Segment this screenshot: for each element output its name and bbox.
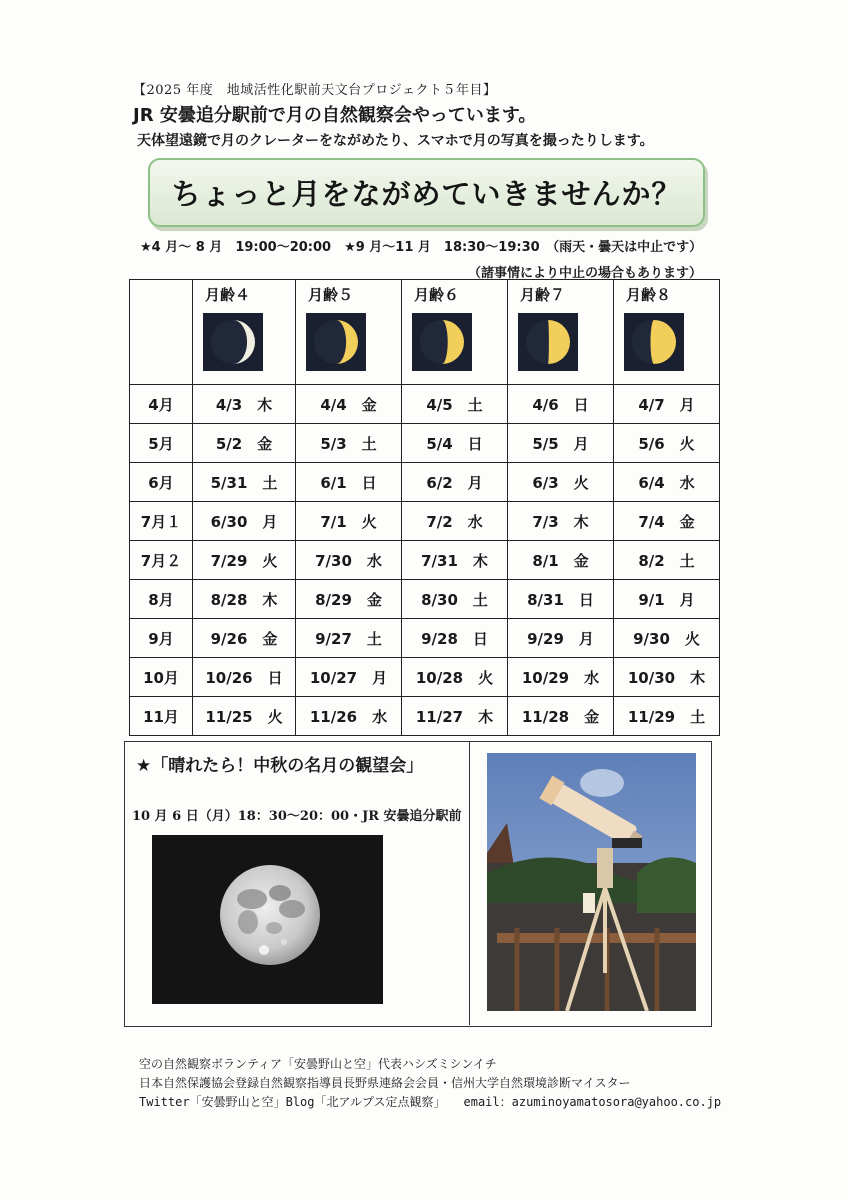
moon-age-label: 月齢７ (520, 286, 566, 304)
date-cell: 9/27 土 (296, 619, 402, 658)
date-cell: 8/30 土 (402, 580, 508, 619)
table-row (130, 658, 720, 697)
event-divider (469, 741, 470, 1025)
date-cell: 8/2 土 (614, 541, 720, 580)
date-cell: 4/7 月 (614, 385, 720, 424)
moon-age-header (193, 280, 296, 385)
date-cell: 4/6 日 (508, 385, 614, 424)
month-cell: 11月 (130, 697, 193, 736)
date-cell: 10/28 火 (402, 658, 508, 697)
crescent-moon-icon (306, 313, 366, 371)
month-cell: 5月 (130, 424, 193, 463)
footer-contact: Twitter「安曇野山と空」Blog「北アルプス定点観察」 email：azuminoyamatosora@yahoo.co.jp (139, 1095, 722, 1109)
date-cell: 7/2 水 (402, 502, 508, 541)
date-cell: 5/4 日 (402, 424, 508, 463)
month-cell: 7月２ (130, 541, 193, 580)
date-cell: 7/4 金 (614, 502, 720, 541)
date-cell: 11/25 火 (193, 697, 296, 736)
month-cell: 10月 (130, 658, 193, 697)
moon-age-label: 月齢４ (205, 286, 251, 304)
date-cell: 9/30 火 (614, 619, 720, 658)
date-cell: 11/28 金 (508, 697, 614, 736)
date-cell: 4/4 金 (296, 385, 402, 424)
moon-age-header (296, 280, 402, 385)
event-detail: 10 月 6 日（月）18：30～20：00・JR 安曇追分駅前 (132, 809, 462, 824)
project-title: 【2025 年度 地域活性化駅前天文台プロジェクト５年目】 (133, 83, 497, 98)
corner-cell (130, 280, 193, 385)
date-cell: 11/29 土 (614, 697, 720, 736)
table-row (130, 385, 720, 424)
date-cell: 10/26 日 (193, 658, 296, 697)
footer-volunteer: 空の自然観察ボランティア「安曇野山と空」代表ハシズミシンイチ (139, 1057, 497, 1071)
banner-text: ちょっと月をながめていきませんか？ (171, 177, 682, 211)
date-cell: 7/30 水 (296, 541, 402, 580)
moon-age-header (614, 280, 720, 385)
telescope-photo (487, 753, 696, 1011)
date-cell: 9/29 月 (508, 619, 614, 658)
date-cell: 7/29 火 (193, 541, 296, 580)
cancellation-note: （諸事情により中止の場合もあります） (468, 266, 703, 281)
table-row (130, 697, 720, 736)
table-row (130, 619, 720, 658)
table-row (130, 463, 720, 502)
date-cell: 4/5 土 (402, 385, 508, 424)
date-cell: 10/27 月 (296, 658, 402, 697)
moon-age-header (402, 280, 508, 385)
date-cell: 6/4 水 (614, 463, 720, 502)
moon-age-label: 月齢５ (308, 286, 354, 304)
month-cell: 8月 (130, 580, 193, 619)
half-moon-icon (518, 313, 578, 371)
event-title: ★「晴れたら！中秋の名月の観望会」 (136, 756, 424, 776)
moon-age-calendar (129, 279, 720, 736)
date-cell: 4/3 木 (193, 385, 296, 424)
schedule-times: ★4 月～ 8 月 19:00～20:00 ★9 月～11 月 18:30～19:30 （雨天・曇天は中止です） (140, 240, 703, 255)
date-cell: 7/31 木 (402, 541, 508, 580)
date-cell: 10/29 水 (508, 658, 614, 697)
month-cell: 6月 (130, 463, 193, 502)
date-cell: 10/30 木 (614, 658, 720, 697)
date-cell: 6/3 火 (508, 463, 614, 502)
date-cell: 5/3 土 (296, 424, 402, 463)
date-cell: 8/29 金 (296, 580, 402, 619)
table-row (130, 541, 720, 580)
month-cell: 4月 (130, 385, 193, 424)
date-cell: 9/26 金 (193, 619, 296, 658)
date-cell: 6/2 月 (402, 463, 508, 502)
date-cell: 11/27 木 (402, 697, 508, 736)
date-cell: 5/5 月 (508, 424, 614, 463)
date-cell: 8/1 金 (508, 541, 614, 580)
table-row (130, 424, 720, 463)
moon-age-header (508, 280, 614, 385)
banner (148, 158, 705, 227)
full-moon-photo (152, 835, 383, 1004)
gibbous-moon-icon (624, 313, 684, 371)
subheadline: 天体望遠鏡で月のクレーターをながめたり、スマホで月の写真を撮ったりします。 (137, 133, 654, 149)
date-cell: 11/26 水 (296, 697, 402, 736)
date-cell: 7/3 木 (508, 502, 614, 541)
half-moon-icon (412, 313, 472, 371)
moon-age-label: 月齢６ (414, 286, 460, 304)
month-cell: 7月１ (130, 502, 193, 541)
date-cell: 5/2 金 (193, 424, 296, 463)
table-row (130, 502, 720, 541)
date-cell: 5/31 土 (193, 463, 296, 502)
table-row (130, 580, 720, 619)
month-cell: 9月 (130, 619, 193, 658)
calendar-header-row (130, 280, 720, 385)
date-cell: 9/1 月 (614, 580, 720, 619)
date-cell: 6/30 月 (193, 502, 296, 541)
date-cell: 6/1 日 (296, 463, 402, 502)
date-cell: 7/1 火 (296, 502, 402, 541)
date-cell: 8/28 木 (193, 580, 296, 619)
date-cell: 5/6 火 (614, 424, 720, 463)
date-cell: 9/28 日 (402, 619, 508, 658)
crescent-moon-icon (203, 313, 263, 371)
footer-credentials: 日本自然保護協会登録自然観察指導員長野県連絡会会員・信州大学自然環境診断マイスター (139, 1076, 631, 1090)
date-cell: 8/31 日 (508, 580, 614, 619)
headline: JR 安曇追分駅前で月の自然観察会やっています。 (133, 105, 537, 126)
moon-age-label: 月齢８ (626, 286, 672, 304)
